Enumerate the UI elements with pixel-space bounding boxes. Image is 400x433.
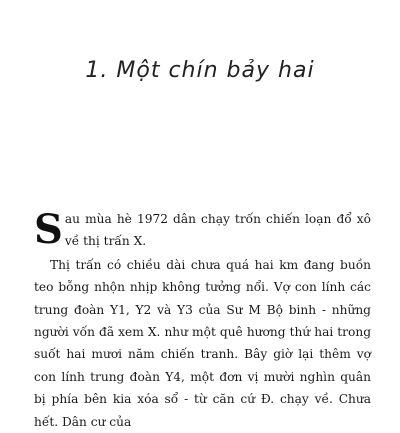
drop-cap: S <box>34 206 63 253</box>
paragraph-2 <box>34 254 371 433</box>
paragraph-1-text: au mùa hè 1972 dân chạy trốn chiến loạn đổ xô về thị trấn X. <box>64 212 371 249</box>
chapter-title: 1. Một chín bảy hai <box>85 58 315 83</box>
paragraph-2-text: Thị trấn có chiều dài chưa quá hai km đang buồn teo bỗng nhộn nhịp không tưởng nổi. Vợ con lính các trung đoàn Y1, Y2 và Y3 của Sư M Bộ binh - những người vốn đã xem X. như một quê hương thứ hai trong suốt hai mươi năm chiến tranh. Bây giờ lại thêm vợ con lính trung đoàn Y4, một đơn vị mười nghìn quân bị phía bên kia xóa sổ - từ căn cứ Đ. chạy về. Chưa hết. Dân cư của <box>34 257 371 429</box>
paragraph-1 <box>34 208 371 253</box>
chapter-body <box>34 208 371 433</box>
